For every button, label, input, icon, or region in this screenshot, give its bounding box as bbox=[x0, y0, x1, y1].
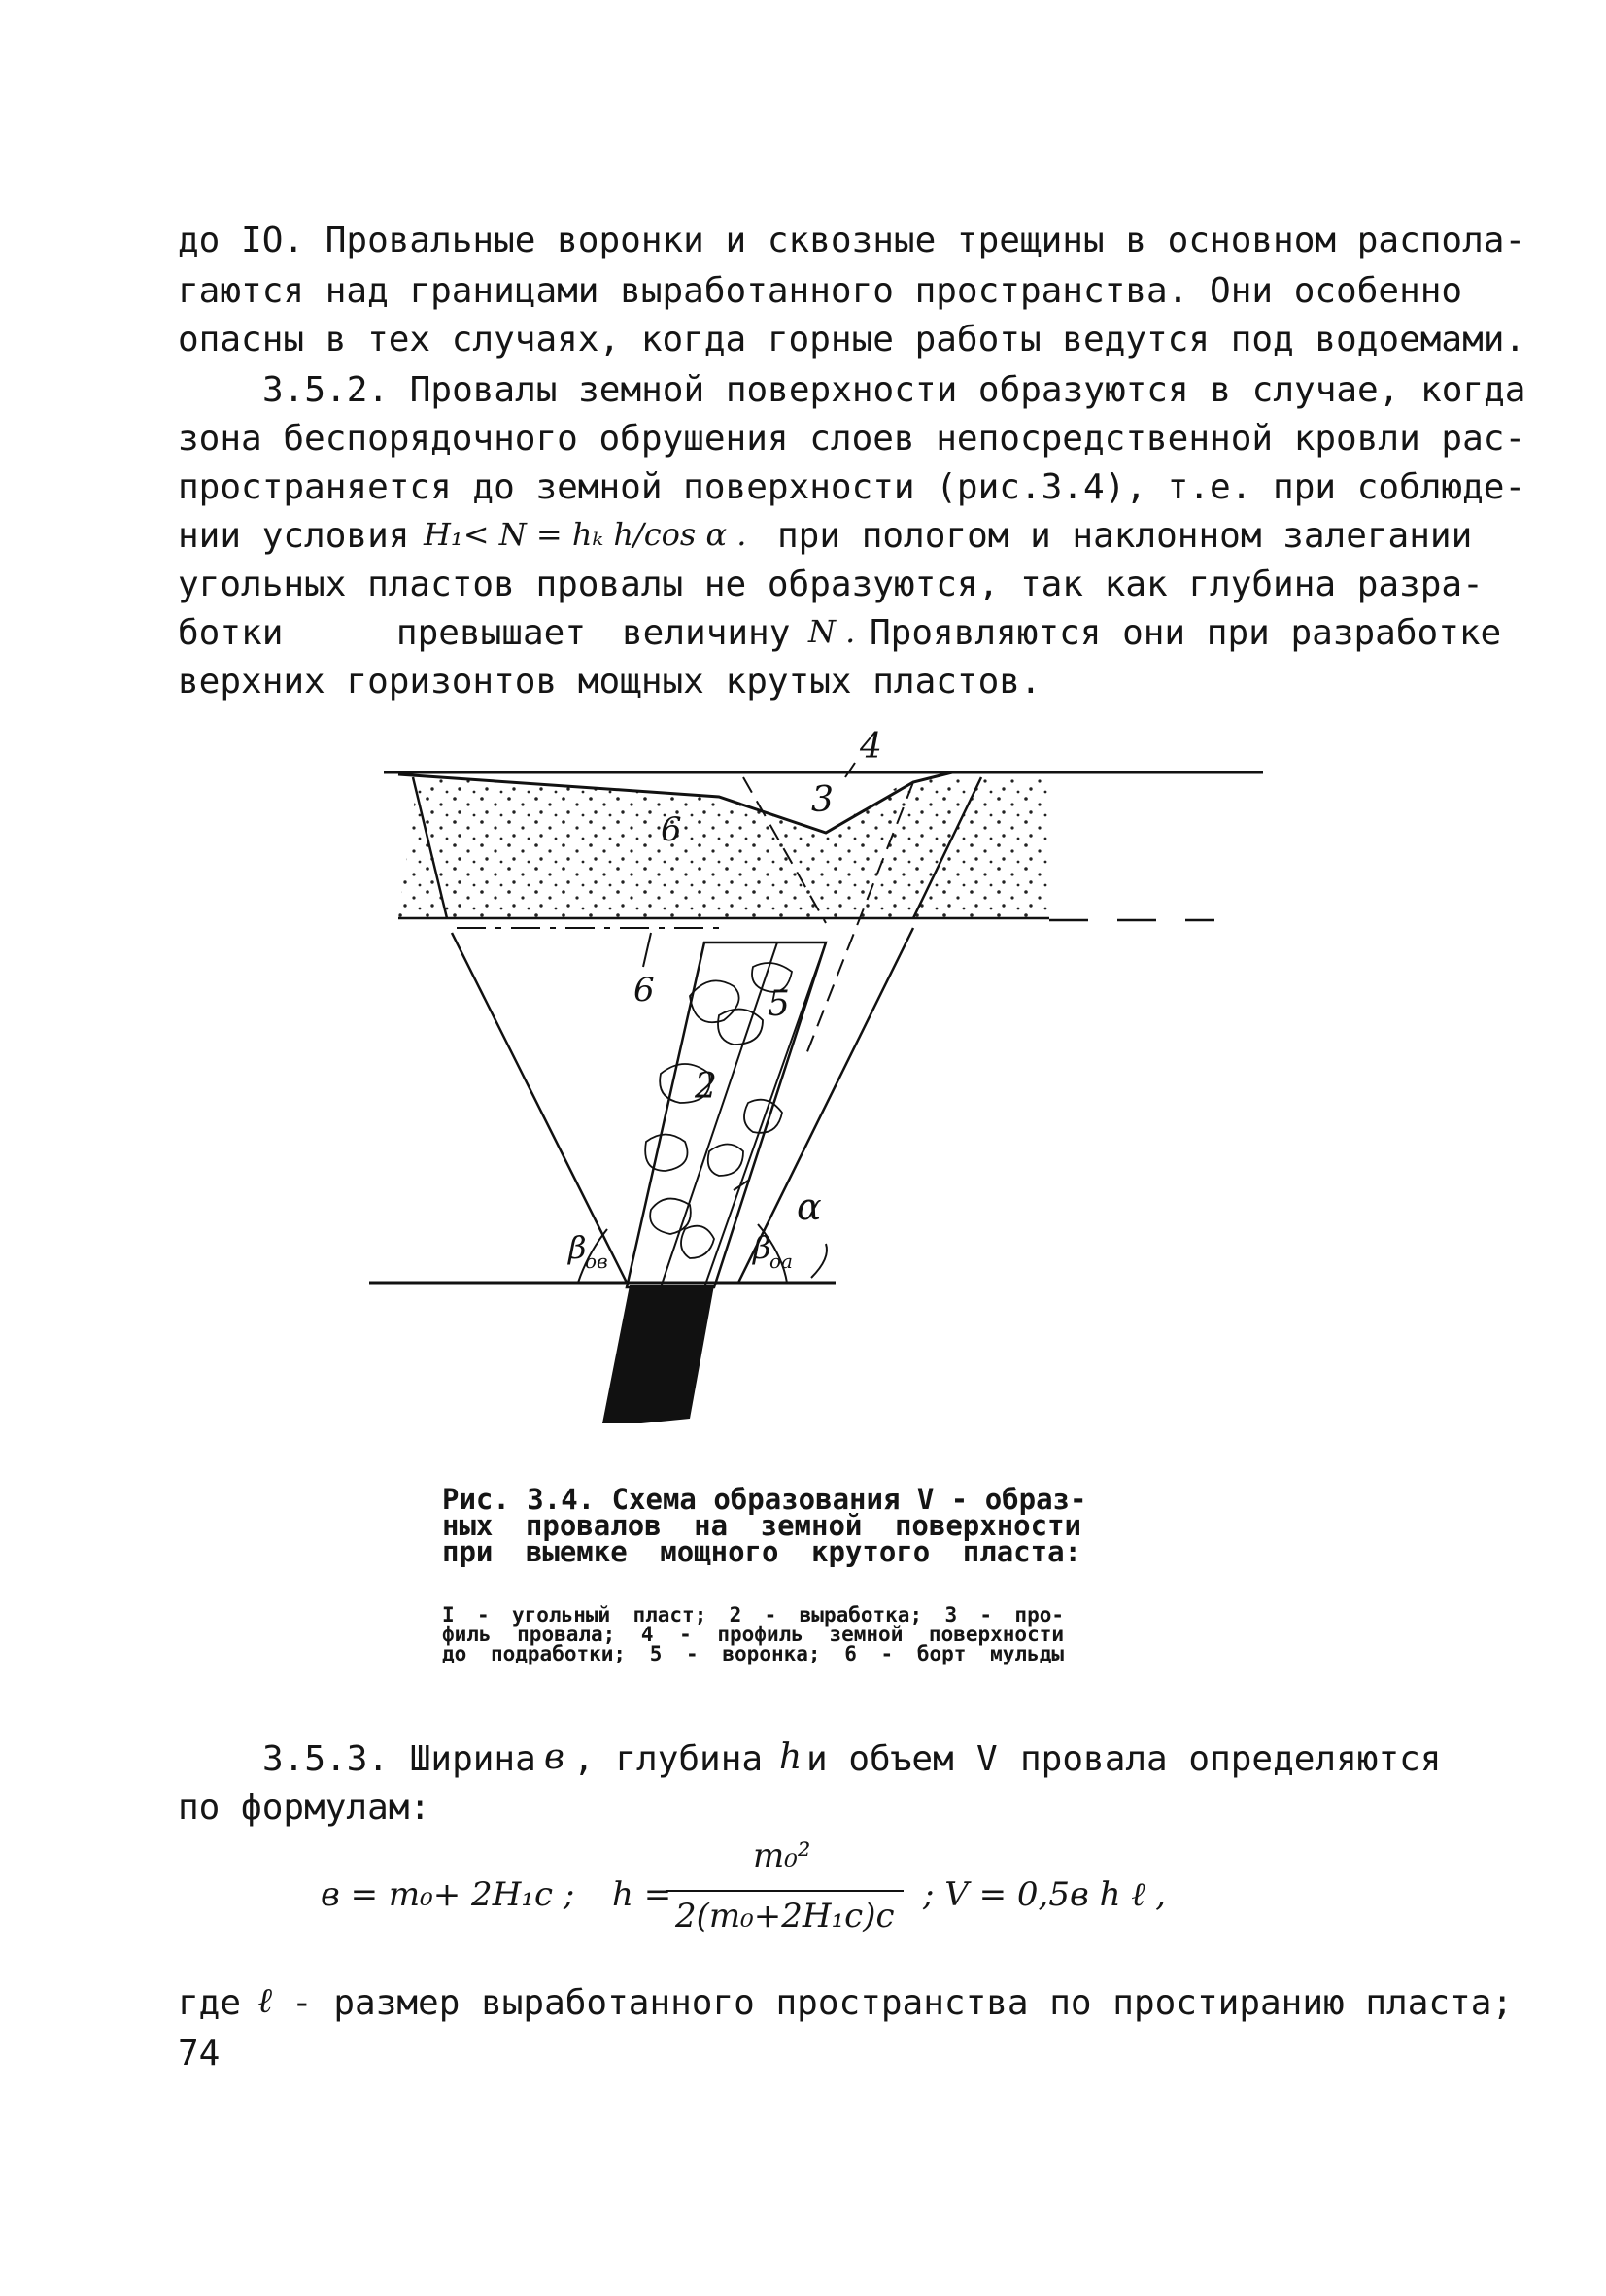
caption-legend-line: филь провала; 4 - профиль земной поверхности bbox=[442, 1623, 1064, 1646]
fraction-bar bbox=[666, 1890, 904, 1892]
label-beta-ov: β bbox=[568, 1229, 587, 1266]
text-line: опасны в тех случаях, когда горные работы ведутся под водоемами. bbox=[178, 320, 1526, 360]
text-line: пространяется до земной поверхности (рис.3.4), т.е. при соблюде- bbox=[178, 467, 1526, 507]
coal-seam bbox=[602, 1285, 714, 1423]
trough-side-left bbox=[452, 933, 627, 1283]
text-line: при пологом и наклонном залегании bbox=[777, 516, 1473, 556]
label-5: 5 bbox=[768, 984, 790, 1024]
caption-title-line: при выемке мощного крутого пласта: bbox=[442, 1535, 1081, 1568]
caption-legend-line: до подработки; 5 - воронка; 6 - борт мульды bbox=[442, 1642, 1064, 1665]
text-line: по формулам: bbox=[178, 1788, 431, 1828]
text-line: где bbox=[178, 1983, 242, 2023]
text-line: 3.5.3. Ширина bbox=[262, 1739, 536, 1779]
v-symbol: V bbox=[976, 1739, 998, 1779]
text-line: - размер выработанного пространства по простиранию пласта; bbox=[291, 1983, 1514, 2023]
condition-formula: H₁< N = hₖ h/cos α . bbox=[424, 516, 747, 553]
text-line: зона беспорядочного обрушения слоев непосредственной кровли рас- bbox=[178, 419, 1526, 459]
label-beta-oa: β bbox=[753, 1229, 771, 1266]
sinkhole-diagram bbox=[369, 724, 1282, 1443]
caption-legend-line: I - угольный пласт; 2 - выработка; 3 - про- bbox=[442, 1603, 1064, 1627]
worked-out-zone bbox=[627, 942, 826, 1287]
label-beta-oa-sub: оа bbox=[769, 1250, 793, 1273]
text-line: угольных пластов провалы не образуются, так как глубина разра- bbox=[178, 565, 1484, 604]
caption-title-line: ных провалов на земной поверхности bbox=[442, 1509, 1081, 1542]
text-line: нии условия bbox=[178, 516, 410, 556]
text-line: ботки превышает bbox=[178, 613, 586, 653]
label-6-lower: 6 bbox=[633, 971, 655, 1010]
formula-block bbox=[291, 1836, 1263, 1953]
text-line: верхних горизонтов мощных крутых пластов. bbox=[178, 662, 1042, 702]
text-line: величину bbox=[622, 613, 791, 653]
formula-numerator: m₀² bbox=[753, 1836, 811, 1875]
text-line: , глубина bbox=[573, 1739, 764, 1779]
b-symbol: в bbox=[544, 1737, 564, 1777]
caption-title-line: Рис. 3.4. Схема образования V - образ- bbox=[442, 1483, 1087, 1516]
text-line: Проявляются они при разработке bbox=[870, 613, 1502, 653]
label-4: 4 bbox=[860, 727, 882, 767]
l-symbol: ℓ bbox=[257, 1981, 272, 2021]
formula-width: в = m₀+ 2H₁c ; bbox=[321, 1875, 575, 1914]
formula-volume: ; V = 0,5в h ℓ , bbox=[923, 1875, 1167, 1914]
label-6-upper: 6 bbox=[661, 810, 682, 849]
text-line: 3.5.2. Провалы земной поверхности образуются в случае, когда bbox=[262, 370, 1526, 410]
label-beta-ov-sub: ов bbox=[585, 1250, 608, 1273]
n-symbol: N . bbox=[808, 613, 856, 650]
h-symbol: h bbox=[779, 1737, 803, 1777]
text-line: до IO. Провальные воронки и сквозные трещины в основном распола- bbox=[178, 221, 1526, 260]
text-line: и объем bbox=[806, 1739, 954, 1779]
label-2: 2 bbox=[695, 1067, 717, 1107]
formula-denominator: 2(m₀+2H₁c)c bbox=[675, 1897, 895, 1936]
text-line: гаются над границами выработанного пространства. Они особенно bbox=[178, 271, 1463, 311]
label-alpha: α bbox=[797, 1185, 822, 1228]
label-3: 3 bbox=[811, 780, 834, 820]
formula-h-eq: h = bbox=[612, 1875, 672, 1914]
page-number: 74 bbox=[178, 2034, 221, 2073]
text-line: провала определяются bbox=[1020, 1739, 1442, 1779]
